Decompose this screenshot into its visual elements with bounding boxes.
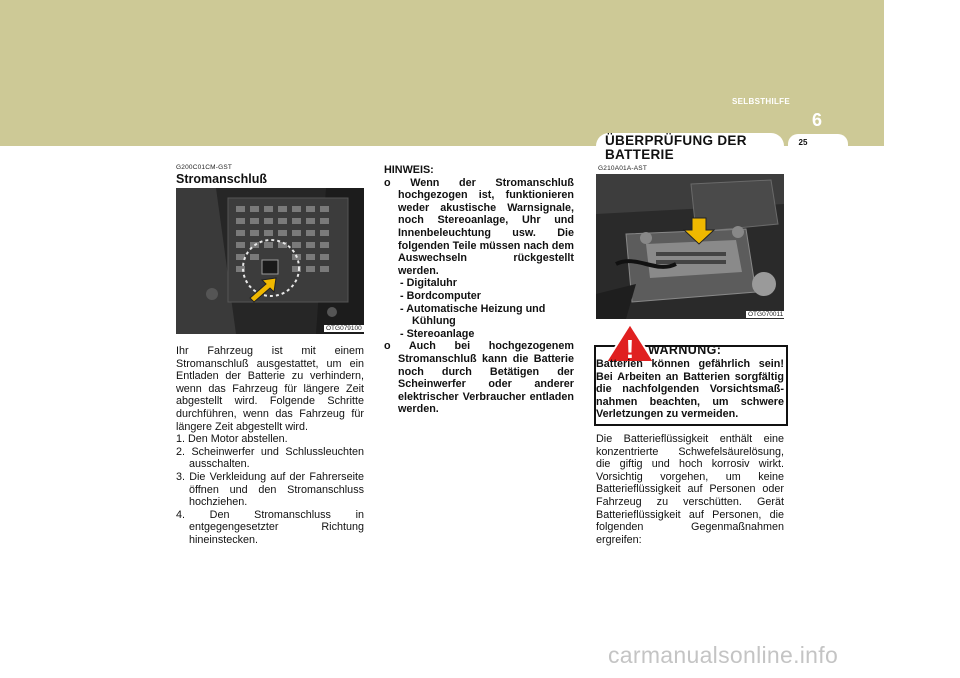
note-subitem: - Automatische Heizung und Kühlung [400, 302, 546, 328]
step-item: 3. Die Verkleidung auf der Fahrerseite öffnen und den Stromanschluss hochziehen. [176, 470, 364, 509]
note-block [384, 164, 574, 416]
warning-title: WARNUNG: [648, 343, 722, 357]
battery-body-text: Die Batterieflüssigkeit enthält eine konzentrierte Schwefelsäurelösung, die giftig und hoch korrosiv wirkt. Vorsichtig vorgehen, um keine Batterieflüssigkeit auf Personen oder Fahrzeug zu verschütten. Gerät Batterieflüssigkeit auf Personen, die folgenden Gegenmaßnahmen ergreifen: [596, 433, 784, 546]
photo-code-battery: OTG070011 [748, 311, 784, 318]
chapter-number: 6 [811, 110, 822, 130]
left-column-text [176, 345, 364, 547]
fuse-box-photo [176, 188, 364, 334]
battery-photo [596, 174, 784, 319]
section-code: G210A01A-AST [598, 165, 648, 172]
chapter-name: SELBSTHILFE [732, 97, 790, 106]
warning-text: Batterien können gefährlich sein! Bei Arbeiten an Batterien sorgfältig die nachfolgenden Vorsichtsmaß-nahmen beachten, um schwere Verletzungen zu vermeiden. [596, 358, 784, 421]
note-subitem: - Stereoanlage [400, 327, 475, 340]
section-title-stromanschluss: Stromanschluß [176, 172, 267, 186]
note-item: o Wenn der Stromanschluß hochgezogen ist, funktionieren weder akustische Warnsignale, noch Stereoanlage, Uhr und Innenbeleuchtung usw. Die folgenden Teile müssen nach dem Auswechseln rückgestellt werden. [384, 176, 574, 277]
battery-illustration [596, 174, 784, 319]
section-title: ÜBERPRÜFUNG DER BATTERIE [605, 133, 747, 162]
photo-code-fuse-box: OTG079100 [326, 325, 362, 332]
note-subitem: - Digitaluhr [400, 277, 457, 290]
section-code: G200C01CM-GST [176, 164, 233, 171]
intro-paragraph: Ihr Fahrzeug ist mit einem Stromanschluß ausgestattet, um ein Entladen der Batterie zu verhindern, wenn das Fahrzeug für längere Zeit abgestellt wird. Folgende Schritte durchführen, wenn das Fahrzeug für längere Zeit abgestellt wird. [176, 345, 364, 433]
note-item: o Auch bei hochgezogenem Stromanschluß kann die Batterie noch durch Betätigen der Scheinwerfer oder anderer elektrischer Verbraucher entladen werden. [384, 340, 574, 416]
step-item: 1. Den Motor abstellen. [176, 433, 288, 446]
watermark: carmanualsonline.info [608, 642, 839, 668]
step-item: 2. Scheinwerfer und Schlussleuchten ausschalten. [176, 445, 364, 471]
step-item: 4. Den Stromanschluss in entgegengesetzter Richtung hineinstecken. [176, 508, 364, 546]
page-number: 25 [798, 138, 808, 147]
fuse-box-illustration [176, 188, 364, 334]
note-subitem: - Bordcomputer [400, 289, 481, 302]
header-band [0, 0, 884, 146]
warning-symbol: ! [625, 334, 635, 364]
note-heading: HINWEIS: [384, 164, 434, 176]
